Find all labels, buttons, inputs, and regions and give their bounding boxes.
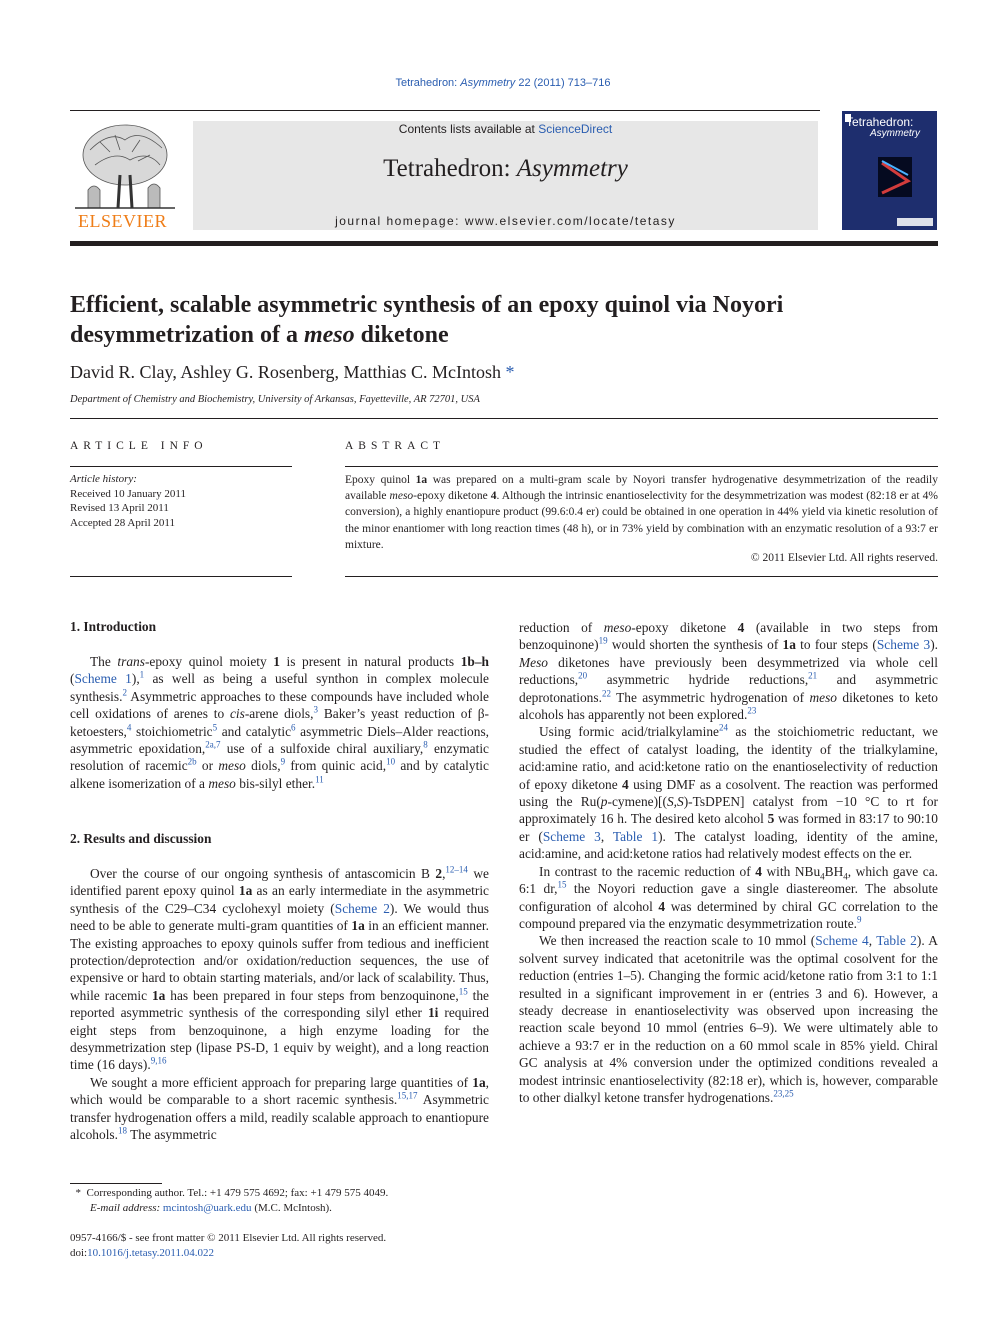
journal-homepage[interactable]: journal homepage: www.elsevier.com/locate/tetasy — [335, 214, 676, 228]
info-rule — [70, 576, 292, 577]
introduction-paragraph: The trans-epoxy quinol moiety 1 is present in natural products 1b–h (Scheme 1),$^1$ as well as being a useful synthon in complex molecule synthesis.$^2$ Asymmetric approaches to these compounds have included whole cell oxidations of arenes to cis-arene diols,$^3$ Baker’s yeast reduction of β-ketoesters,$^4$ stoichiometric$^5$ and catalytic$^6$ asymmetric Diels–Alder reactions, asymmetric epoxidation,$^{2a,7}$ use of a sulfoxide chiral auxiliary,$^8$ enzymatic resolution of racemic$^{2b}$ or meso diols,$^9$ from quinic acid,$^{10}$ and by catalytic alkene isomerization of a meso bis-silyl ether.$^{11}$ — [70, 654, 490, 791]
journal-citation[interactable]: Tetrahedron: Asymmetry 22 (2011) 713–716 — [395, 77, 611, 89]
abstract-heading: ABSTRACT — [345, 440, 446, 452]
section-heading-introduction: 1. Introduction — [70, 619, 157, 634]
results-paragraphs: Over the course of our ongoing synthesis of antascomicin B 2,$^{12-14}$ we identified parent epoxy quinol 1a as an early intermediate in the asymmetric synthesis of the C29–C34 cyclohexyl moiety (Scheme 2). We would thus need to be able to generate multi-gram quantities of 1a in an efficient manner. The existing approaches to epoxy quinols suffer from tedious and inefficient protection/deprotection and/or oxidation/reduction sequences, the use of expensive or hard to obtain starting materials, and/or lack of scalability. Thus, while racemic 1a has been prepared in four steps from benzoquinone,$^{15}$ the reported asymmetric synthesis of the corresponding silyl ether 1i required eight steps from benzoquinone, a high enzyme loading for the desymmetrization step (lipase PS-D, 1 equiv by weight), and a long reaction time (16 days).$^{9,16}$ We sought a more efficient approach for preparing large quantities of 1a, which would be comparable to a short racemic synthesis.$^{15,17}$ Asymmetric transfer hydrogenation offers a mild, readily scalable approach to enantiopure alcohols.$^{18}$ The asymmetric — [70, 864, 489, 1143]
received-date: Received 10 January 2011 — [70, 487, 186, 500]
contents-line: Contents lists available at ScienceDirect — [398, 122, 613, 136]
header-rule — [70, 110, 820, 111]
article-history: Article history: Received 10 January 2011 Revised 13 April 2011 Accepted 28 April 2011 — [70, 473, 186, 529]
article-title: Efficient, scalable asymmetric synthesis of an epoxy quinol via Noyori desymmetrization of a meso diketone — [70, 292, 784, 348]
publisher-name: ELSEVIER — [78, 211, 167, 231]
author-list: David R. Clay, Ashley G. Rosenberg, Matthias C. McIntosh * — [70, 362, 515, 382]
accepted-date: Accepted 28 April 2011 — [70, 516, 175, 529]
sciencedirect-link[interactable]: ScienceDirect — [538, 122, 613, 136]
journal-title: Tetrahedron: Asymmetry — [383, 155, 628, 182]
footnote-rule — [70, 1183, 162, 1184]
header-thick-rule — [70, 241, 938, 246]
section-heading-results: 2. Results and discussion — [70, 831, 212, 846]
author-email-link[interactable]: mcintosh@uark.edu — [162, 1202, 252, 1214]
info-rule — [70, 466, 292, 467]
corresponding-author-footnote: * Corresponding author. Tel.: +1 479 575 4692; fax: +1 479 575 4049. E-mail address: mcintosh@uark.edu (M.C. McIntosh). — [70, 1187, 389, 1214]
front-matter-info: 0957-4166/$ - see front matter © 2011 Elsevier Ltd. All rights reserved. doi:10.1016/j.tetasy.2011.04.022 — [70, 1232, 387, 1259]
revised-date: Revised 13 April 2011 — [70, 502, 169, 514]
article-info-heading: ARTICLE INFO — [70, 440, 208, 452]
abstract-rule — [345, 576, 938, 577]
corresponding-author-mark[interactable]: * — [505, 362, 515, 382]
doi-link[interactable]: 10.1016/j.tetasy.2011.04.022 — [87, 1246, 215, 1259]
cover-title: Tetrahedron: Asymmetry — [846, 115, 920, 139]
right-column-text: reduction of meso-epoxy diketone 4 (available in two steps from benzoquinone)$^{19}$ would shorten the synthesis of 1a to four steps (Scheme 3). Meso diketones have previously been desymmetrized via whole cell reductions,$^{20}$ asymmetric hydride reductions,$^{21}$ and asymmetric deprotonations.$^{22}$ The asymmetric hydrogenation of meso diketones to keto alcohols has apparently not been explored.$^{23}$ Using formic acid/trialkylamine$^{24}$ as the stoichiometric reductant, we studied the effect of catalyst loading, the identity of the trialkylamine, acid:amine ratio, and acid:ketone ratio on the enantioselectivity of reduction of epoxy diketone 4 using DMF as a cosolvent. The reaction was performed using the Ru(p-cymene)[(S,S)-TsDPEN] catalyst from −10 °C to rt for approximately 16 h. The desired keto alcohol 5 was formed in 83:17 to 90:10 er (Scheme 3, Table 1). The catalyst loading, identity of the amine, acid:amine, and acid:ketone ratios had relatively modest effects on the er. In contrast to the racemic reduction of 4 with $NBu_4BH_4$, which gave ca. 6:1 dr,$^{15}$ the Noyori reduction gave a single diastereomer. The absolute configuration of alcohol 4 was determined by chiral GC correlation to the compound prepared via the enzymatic desymmetrization route.$^9$ We then increased the reaction scale to 10 mmol (Scheme 4, Table 2). A solvent survey indicated that acetonitrile was the optimal cosolvent for the reduction (entries 1–5). Changing the formic acid/ketone ratio from 3:1 to 1:1 resulted in a significant improvement in er (entries 3 and 6). However, a steady decrease in enantioselectivity was observed upon increasing the reaction scale beyond 10 mmol (entries 6–9). We were ultimately able to achieve a 93:7 er in the reduction on a 60 mmol scale in 85% yield. Chiral GC analysis at 4% conversion under the optimized conditions revealed a modest intrinsic enantioselectivity (82:18 er), which is, however, comparable to other dialkyl ketone transfer hydrogenations.$^{23,25}$ — [519, 620, 939, 1105]
abstract-copyright: © 2011 Elsevier Ltd. All rights reserved. — [750, 552, 938, 564]
abstract-body: Epoxy quinol 1a was prepared on a multi-gram scale by Noyori transfer hydrogenative desymmetrization of the readily available meso-epoxy diketone 4. Although the intrinsic enantioselectivity for the desymmetrization was modest (82:18 er at 4% conversion), a highly enantiopure product (99.6:0.4 er) could be obtained in one operation in 44% yield via kinetic resolution of the minor enantiomer with long reaction times (48 h), or in 73% yield by combination with an enzymatic resolution of a 93:7 er mixture. — [345, 474, 938, 551]
abstract-rule — [345, 466, 938, 467]
section-rule — [70, 418, 938, 419]
affiliation: Department of Chemistry and Biochemistry, University of Arkansas, Fayetteville, AR 72701, USA — [70, 394, 480, 405]
